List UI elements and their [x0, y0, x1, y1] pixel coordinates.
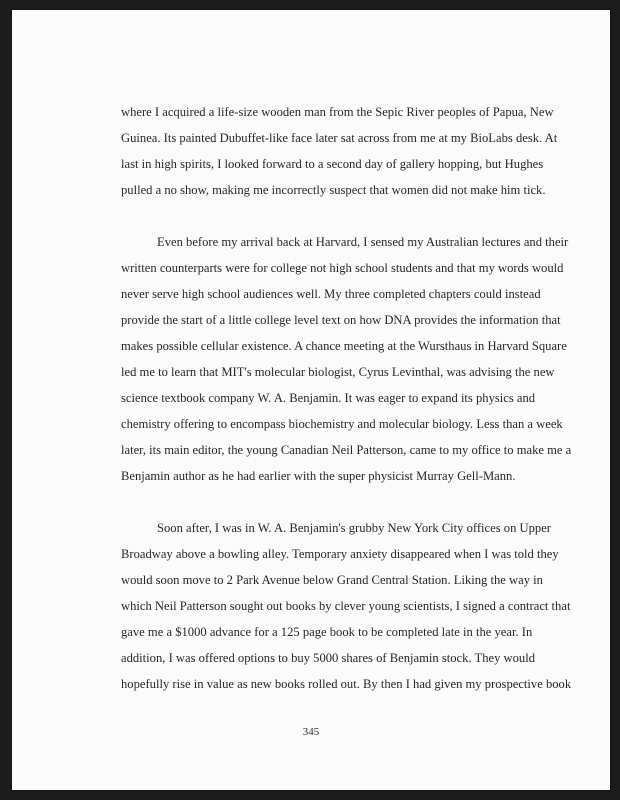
text-line: makes possible cellular existence. A chance meeting at the Wursthaus in Harvard Square: [121, 339, 567, 353]
text-line: hopefully rise in value as new books rolled out. By then I had given my prospective book: [121, 677, 572, 691]
text-line: where I acquired a life-size wooden man from the Sepic River peoples of Papua, New: [121, 105, 554, 119]
text-line: which Neil Patterson sought out books by clever young scientists, I signed a contract that: [121, 599, 571, 613]
text-line: never serve high school audiences well. My three completed chapters could instead: [121, 287, 541, 301]
text-line: later, its main editor, the young Canadian Neil Patterson, came to my office to make me a: [121, 443, 572, 457]
text-line: chemistry offering to encompass biochemistry and molecular biology. Less than a week: [121, 417, 563, 431]
text-line: science textbook company W. A. Benjamin. It was eager to expand its physics and: [121, 391, 536, 405]
text-line: Even before my arrival back at Harvard, I sensed my Australian lectures and their: [157, 235, 569, 249]
text-line: Soon after, I was in W. A. Benjamin's grubby New York City offices on Upper: [157, 521, 552, 535]
text-line: last in high spirits, I looked forward to a second day of gallery hopping, but Hughes: [121, 157, 544, 171]
text-line: pulled a no show, making me incorrectly suspect that women did not make him tick.: [121, 183, 546, 197]
text-line: addition, I was offered options to buy 5000 shares of Benjamin stock. They would: [121, 651, 536, 665]
text-line: written counterparts were for college not high school students and that my words would: [121, 261, 564, 275]
text-line: Guinea. Its painted Dubuffet-like face later sat across from me at my BioLabs desk. At: [121, 131, 558, 145]
text-line: led me to learn that MIT's molecular biologist, Cyrus Levinthal, was advising the new: [121, 365, 555, 379]
text-line: would soon move to 2 Park Avenue below Grand Central Station. Liking the way in: [121, 573, 543, 587]
text-line: provide the start of a little college level text on how DNA provides the information that: [121, 313, 561, 327]
text-line: gave me a $1000 advance for a 125 page book to be completed late in the year. In: [121, 625, 533, 639]
document-page: [12, 10, 610, 790]
page-number: 345: [302, 726, 320, 738]
text-line: Benjamin author as he had earlier with the super physicist Murray Gell-Mann.: [121, 469, 516, 483]
text-line: Broadway above a bowling alley. Temporary anxiety disappeared when I was told they: [121, 547, 559, 561]
